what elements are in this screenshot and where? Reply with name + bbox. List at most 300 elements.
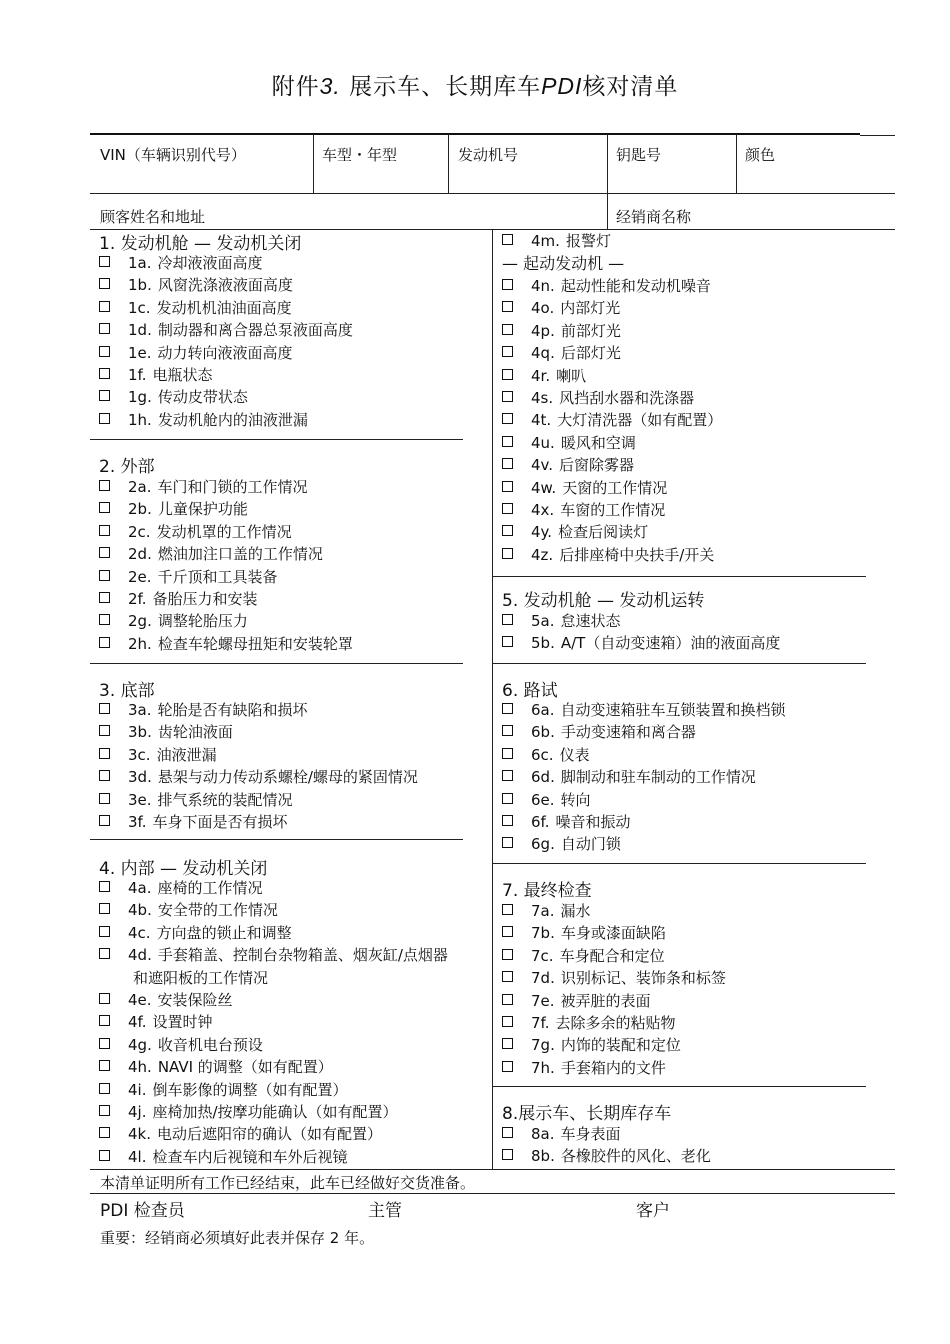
- checklist-item[interactable]: [99, 274, 293, 296]
- item-text: 千斤顶和工具装备: [157, 567, 278, 586]
- checkbox[interactable]: [99, 614, 110, 625]
- checkbox[interactable]: [502, 324, 513, 335]
- section-title: 2. 外部: [99, 457, 155, 477]
- item-text: 车身配合和定位: [559, 946, 665, 965]
- checklist-item[interactable]: [502, 432, 636, 454]
- item-text: 后排座椅中央扶手/开关: [559, 545, 715, 564]
- checkbox[interactable]: [99, 703, 110, 714]
- checklist-item[interactable]: [502, 1034, 681, 1056]
- item-code: 4p.: [531, 321, 555, 340]
- item-code: 7f.: [531, 1014, 550, 1032]
- checklist-item[interactable]: [99, 1056, 333, 1078]
- item-code: 1e.: [128, 343, 152, 362]
- item-text: 暖风和空调: [560, 433, 636, 452]
- item-text: 油液泄漏: [156, 745, 217, 764]
- item-text: 车身或漆面缺陷: [560, 924, 666, 943]
- item-code: 2h.: [128, 634, 152, 653]
- section-divider: [493, 663, 866, 664]
- checklist-item[interactable]: [502, 766, 756, 788]
- checkbox[interactable]: [99, 1038, 110, 1049]
- checkbox[interactable]: [502, 458, 513, 469]
- checklist-item[interactable]: [502, 1057, 666, 1079]
- item-text: 各橡胶件的风化、老化: [560, 1147, 711, 1166]
- item-text: 内饰的装配和定位: [560, 1036, 681, 1055]
- checklist-item[interactable]: [502, 342, 621, 364]
- item-code: 1f.: [128, 366, 147, 384]
- checkbox[interactable]: [99, 301, 110, 312]
- item-code: 4k.: [128, 1125, 151, 1144]
- item-code: 4l.: [128, 1147, 147, 1166]
- checkbox[interactable]: [502, 548, 513, 559]
- checklist-item[interactable]: [502, 721, 696, 743]
- checklist-item[interactable]: [99, 364, 213, 386]
- title-number: 3.: [319, 73, 341, 99]
- checkbox[interactable]: [502, 413, 513, 424]
- item-text: 风挡刮水器和洗涤器: [559, 389, 695, 407]
- item-code: 3a.: [128, 701, 152, 719]
- item-code: 4y.: [531, 523, 553, 542]
- item-text: 车身表面: [560, 1125, 621, 1143]
- item-code: 2a.: [128, 478, 152, 496]
- checkbox[interactable]: [502, 971, 513, 982]
- item-text: 调整轮胎压力: [157, 612, 248, 631]
- checklist-item[interactable]: [99, 721, 233, 743]
- checkbox[interactable]: [99, 881, 110, 892]
- item-code: 4a.: [128, 879, 152, 897]
- item-code: 6f.: [531, 813, 550, 831]
- checkbox[interactable]: [502, 481, 513, 492]
- item-code: 4x.: [531, 501, 555, 519]
- item-text: 座椅的工作情况: [157, 879, 263, 897]
- checkbox[interactable]: [502, 949, 513, 960]
- pdi-inspector-signature[interactable]: PDI 检查员: [100, 1201, 185, 1221]
- checklist-item[interactable]: [502, 230, 611, 252]
- checkbox[interactable]: [99, 1060, 110, 1071]
- footer-top-rule: [90, 1169, 895, 1170]
- checkbox[interactable]: [502, 234, 513, 245]
- checkbox[interactable]: [502, 748, 513, 759]
- checklist-item[interactable]: [99, 766, 418, 788]
- item-text: 风窗洗涤液液面高度: [157, 276, 293, 295]
- item-text: 天窗的工作情况: [562, 478, 668, 497]
- item-text: 排气系统的装配情况: [157, 790, 293, 809]
- item-code: 3b.: [128, 723, 152, 742]
- checklist-item[interactable]: [502, 1145, 711, 1167]
- item-text: 制动器和离合器总泵液面高度: [157, 321, 353, 340]
- header-col-divider-2: [448, 134, 449, 193]
- item-code: 7b.: [531, 924, 555, 943]
- item-text: 转向: [560, 790, 591, 809]
- header-col-divider-1: [313, 134, 314, 193]
- item-text: 大灯清洗器（如有配置）: [557, 411, 723, 430]
- header-col-divider-4: [736, 134, 737, 193]
- item-text: 后窗除雾器: [559, 456, 635, 475]
- item-code: 1h.: [128, 410, 152, 429]
- certification-text: 本清单证明所有工作已经结束，此车已经做好交货准备。: [100, 1174, 476, 1192]
- checklist-item[interactable]: [99, 610, 248, 632]
- section-divider: [90, 663, 463, 664]
- item-code: 6c.: [531, 745, 554, 764]
- checklist-item[interactable]: [502, 320, 621, 342]
- section-title: 6. 路试: [502, 681, 558, 701]
- checkbox[interactable]: [99, 1015, 110, 1026]
- header-top-rule-end: [860, 135, 895, 136]
- item-code: 6b.: [531, 723, 555, 742]
- item-code: 4v.: [531, 456, 554, 475]
- item-code: 7e.: [531, 991, 555, 1010]
- item-text: 发动机机油油面高度: [156, 298, 292, 317]
- checkbox[interactable]: [502, 503, 513, 514]
- item-code: 6a.: [531, 701, 555, 719]
- item-code: 6d.: [531, 768, 555, 787]
- item-code: 2e.: [128, 567, 152, 586]
- item-code: 1d.: [128, 321, 152, 340]
- checkbox[interactable]: [99, 547, 110, 558]
- checkbox[interactable]: [99, 1083, 110, 1094]
- checkbox[interactable]: [99, 592, 110, 603]
- item-code: 4f.: [128, 1013, 147, 1032]
- item-code: 4d.: [128, 946, 152, 965]
- checkbox[interactable]: [99, 637, 110, 648]
- checkbox[interactable]: [502, 436, 513, 447]
- checklist-item[interactable]: [502, 967, 726, 989]
- item-text: 收音机电台预设: [157, 1035, 263, 1054]
- item-text: 自动变速箱驻车互锁装置和换档锁: [560, 701, 786, 719]
- item-text: 安全带的工作情况: [157, 901, 278, 920]
- checkbox[interactable]: [502, 346, 513, 357]
- item-code: 4w.: [531, 478, 557, 497]
- checklist-item[interactable]: [502, 454, 634, 476]
- item-text: 悬架与动力传动系螺栓/螺母的紧固情况: [157, 768, 418, 787]
- checkbox[interactable]: [99, 480, 110, 491]
- item-code: 1a.: [128, 254, 152, 272]
- checkbox[interactable]: [502, 703, 513, 714]
- item-code: 4s.: [531, 389, 554, 407]
- item-code: 2f.: [128, 590, 147, 608]
- checkbox[interactable]: [99, 1105, 110, 1116]
- section-divider: [90, 439, 463, 440]
- item-text: 检查车轮螺母扭矩和安装轮罩: [157, 634, 353, 653]
- checkbox[interactable]: [502, 770, 513, 781]
- item-text: 和遮阳板的工作情况: [133, 968, 269, 987]
- section-divider: [90, 839, 463, 840]
- checkbox[interactable]: [502, 391, 513, 402]
- checklist-item[interactable]: [99, 922, 292, 944]
- customer-signature[interactable]: 客户: [636, 1201, 670, 1221]
- checklist-item[interactable]: [99, 409, 308, 431]
- item-code: 4z.: [531, 545, 554, 564]
- item-text: 脚制动和驻车制动的工作情况: [560, 768, 756, 787]
- checklist-item[interactable]: [502, 789, 591, 811]
- checklist-item[interactable]: [99, 699, 308, 721]
- item-text: 发动机舱内的油液泄漏: [157, 410, 308, 429]
- item-code: 4t.: [531, 411, 552, 430]
- checklist-item[interactable]: [502, 409, 722, 431]
- section-divider: [493, 1086, 866, 1087]
- key-number-field[interactable]: 钥匙号: [616, 146, 662, 164]
- checkbox[interactable]: [502, 301, 513, 312]
- item-code: 2b.: [128, 500, 152, 519]
- title-suffix: 核对清单: [582, 74, 679, 100]
- title-prefix: 附件: [271, 74, 320, 100]
- item-text: 起动性能和发动机噪音: [560, 277, 711, 295]
- item-code: 5a.: [531, 612, 555, 630]
- checklist-item: [127, 967, 268, 989]
- dealer-name-field[interactable]: 经销商名称: [616, 208, 692, 226]
- checklist-item[interactable]: [99, 566, 278, 588]
- section-title: 7. 最终检查: [502, 881, 592, 901]
- subheading-start-engine: — 起动发动机 —: [502, 254, 625, 273]
- checklist-item[interactable]: [99, 989, 233, 1011]
- checklist-item[interactable]: [502, 275, 711, 297]
- item-code: 4j.: [128, 1103, 147, 1121]
- checklist-item[interactable]: [502, 945, 665, 967]
- checkbox[interactable]: [502, 525, 513, 536]
- checklist-item[interactable]: [99, 633, 353, 655]
- checkbox[interactable]: [502, 636, 513, 647]
- item-code: 6e.: [531, 790, 555, 809]
- checklist-item[interactable]: [502, 1123, 621, 1145]
- checklist-item[interactable]: [502, 990, 651, 1012]
- checklist-item[interactable]: [99, 297, 292, 319]
- header-col-divider-3: [607, 134, 608, 229]
- checklist-item[interactable]: [502, 1012, 676, 1034]
- checkbox[interactable]: [502, 926, 513, 937]
- item-text: 手套箱盖、控制台杂物箱盖、烟灰缸/点烟器: [157, 946, 448, 965]
- engine-number-field[interactable]: 发动机号: [458, 146, 519, 164]
- checkbox[interactable]: [502, 1016, 513, 1027]
- checkbox[interactable]: [502, 279, 513, 290]
- checkbox[interactable]: [99, 725, 110, 736]
- item-text: 电动后遮阳帘的确认（如有配置）: [157, 1125, 383, 1144]
- section-divider: [493, 576, 866, 577]
- checklist-item[interactable]: [502, 521, 648, 543]
- checkbox[interactable]: [502, 904, 513, 915]
- item-code: 7d.: [531, 969, 555, 988]
- title-text: 展示车、长期库车: [349, 74, 542, 100]
- section-title: 4. 内部 — 发动机关闭: [99, 859, 268, 879]
- checkbox[interactable]: [99, 948, 110, 959]
- checkbox[interactable]: [502, 1149, 513, 1160]
- item-text: 喇叭: [556, 366, 587, 385]
- item-code: 4g.: [128, 1035, 152, 1054]
- item-code: 4b.: [128, 901, 152, 920]
- item-code: 6g.: [531, 835, 555, 854]
- item-text: A/T（自动变速箱）油的液面高度: [560, 634, 781, 653]
- color-field[interactable]: 颜色: [745, 146, 776, 164]
- vin-field[interactable]: VIN（车辆识别代号）: [100, 146, 246, 164]
- header-row-divider: [90, 193, 895, 194]
- item-text: 备胎压力和安装: [152, 590, 258, 608]
- checklist-item[interactable]: [99, 543, 323, 565]
- item-text: 手动变速箱和离合器: [560, 723, 696, 742]
- checkbox[interactable]: [99, 570, 110, 581]
- checkbox[interactable]: [502, 1061, 513, 1072]
- item-code: 4c.: [128, 923, 151, 942]
- checkbox[interactable]: [502, 815, 513, 826]
- checklist-item[interactable]: [99, 342, 293, 364]
- customer-name-address-field[interactable]: 顾客姓名和地址: [100, 208, 206, 226]
- item-text: 内部灯光: [560, 299, 621, 318]
- checkbox[interactable]: [99, 525, 110, 536]
- section-title: 5. 发动机舱 — 发动机运转: [502, 591, 705, 611]
- item-text: 后部灯光: [560, 344, 621, 363]
- item-code: 2d.: [128, 545, 152, 564]
- item-text: 冷却液液面高度: [157, 254, 263, 272]
- item-text: 前部灯光: [560, 321, 621, 340]
- checkbox[interactable]: [502, 614, 513, 625]
- item-code: 4m.: [531, 232, 560, 250]
- checkbox[interactable]: [99, 346, 110, 357]
- checklist-item[interactable]: [99, 744, 217, 766]
- item-code: 3d.: [128, 768, 152, 787]
- checklist-item[interactable]: [99, 588, 258, 610]
- checkbox[interactable]: [502, 725, 513, 736]
- checkbox[interactable]: [502, 1038, 513, 1049]
- header-top-rule: [90, 133, 860, 135]
- checklist-item[interactable]: [502, 699, 786, 721]
- checklist-item[interactable]: [99, 811, 288, 833]
- checklist-item[interactable]: [99, 1101, 398, 1123]
- item-code: 8a.: [531, 1125, 555, 1143]
- checkbox[interactable]: [99, 278, 110, 289]
- item-code: 3f.: [128, 813, 147, 831]
- item-text: 仪表: [559, 745, 590, 764]
- item-text: 轮胎是否有缺陷和损坏: [157, 701, 308, 719]
- checklist-item[interactable]: [502, 477, 667, 499]
- item-text: 设置时钟: [152, 1013, 213, 1032]
- item-text: 手套箱内的文件: [560, 1058, 666, 1077]
- checklist-item[interactable]: [502, 744, 590, 766]
- checkbox[interactable]: [99, 770, 110, 781]
- item-code: 2c.: [128, 522, 151, 541]
- title-pdi: PDI: [541, 73, 583, 99]
- checklist-item[interactable]: [502, 610, 621, 632]
- checkbox[interactable]: [99, 793, 110, 804]
- item-code: 1b.: [128, 276, 152, 295]
- checklist-item[interactable]: [99, 476, 308, 498]
- column-divider: [492, 229, 493, 1169]
- checkbox[interactable]: [502, 1127, 513, 1138]
- checklist-item[interactable]: [99, 877, 263, 899]
- checklist-item[interactable]: [99, 944, 448, 966]
- checklist-item[interactable]: [502, 365, 586, 387]
- checklist-item[interactable]: [99, 498, 248, 520]
- item-text: 安装保险丝: [157, 991, 233, 1009]
- checklist-item[interactable]: [99, 1146, 348, 1168]
- section-title: 3. 底部: [99, 681, 155, 701]
- item-code: 4h.: [128, 1058, 152, 1077]
- item-text: 电瓶状态: [152, 366, 213, 384]
- checkbox[interactable]: [99, 323, 110, 334]
- checklist-item[interactable]: [99, 789, 293, 811]
- section-title: 8.展示车、长期库存车: [502, 1104, 672, 1124]
- item-code: 7a.: [531, 902, 555, 920]
- item-code: 4n.: [531, 277, 555, 295]
- checklist-item[interactable]: [99, 1123, 382, 1145]
- item-code: 4q.: [531, 344, 555, 363]
- checklist-item[interactable]: [502, 922, 666, 944]
- checklist-item[interactable]: [99, 521, 292, 543]
- checkbox[interactable]: [502, 994, 513, 1005]
- checkbox[interactable]: [502, 793, 513, 804]
- item-text: 检查后阅读灯: [558, 523, 649, 542]
- item-text: 报警灯: [565, 232, 611, 250]
- item-text: 燃油加注口盖的工作情况: [157, 545, 323, 564]
- item-code: 7h.: [531, 1058, 555, 1077]
- checklist-item[interactable]: [502, 900, 591, 922]
- checklist-item[interactable]: [502, 297, 620, 319]
- checklist-item[interactable]: [99, 319, 353, 341]
- checkbox[interactable]: [99, 903, 110, 914]
- checklist-item[interactable]: [502, 632, 780, 654]
- item-text: 漏水: [560, 902, 591, 920]
- item-text: NAVI 的调整（如有配置）: [157, 1058, 333, 1077]
- checklist-item[interactable]: [502, 811, 631, 833]
- item-code: 4r.: [531, 366, 551, 385]
- item-text: 方向盘的锁止和调整: [156, 923, 292, 942]
- checkbox[interactable]: [99, 502, 110, 513]
- checklist-item[interactable]: [502, 387, 694, 409]
- item-code: 2g.: [128, 612, 152, 631]
- checkbox[interactable]: [99, 993, 110, 1004]
- footer-divider: [90, 1193, 895, 1194]
- checklist-item[interactable]: [502, 499, 665, 521]
- checklist-item[interactable]: [502, 544, 714, 566]
- checkbox[interactable]: [99, 390, 110, 401]
- item-code: 4u.: [531, 433, 555, 452]
- item-code: 3e.: [128, 790, 152, 809]
- item-code: 7g.: [531, 1036, 555, 1055]
- checkbox[interactable]: [99, 368, 110, 379]
- checklist-item[interactable]: [99, 1079, 348, 1101]
- item-text: 车窗的工作情况: [560, 501, 666, 519]
- item-text: 车门和门锁的工作情况: [157, 478, 308, 496]
- item-text: 传动皮带状态: [157, 388, 248, 407]
- model-year-field[interactable]: 车型・年型: [322, 146, 398, 164]
- item-text: 儿童保护功能: [157, 500, 248, 519]
- supervisor-signature[interactable]: 主管: [368, 1201, 402, 1221]
- item-code: 8b.: [531, 1147, 555, 1166]
- item-text: 座椅加热/按摩功能确认（如有配置）: [152, 1103, 398, 1121]
- checkbox[interactable]: [99, 748, 110, 759]
- checklist-item[interactable]: [99, 1011, 213, 1033]
- checkbox[interactable]: [502, 837, 513, 848]
- section-divider: [493, 863, 866, 864]
- checkbox[interactable]: [99, 256, 110, 267]
- checklist-item[interactable]: [99, 252, 263, 274]
- item-code: 7c.: [531, 946, 554, 965]
- checklist-item[interactable]: [99, 386, 248, 408]
- item-text: 发动机罩的工作情况: [156, 522, 292, 541]
- checklist-item[interactable]: [502, 833, 621, 855]
- item-text: 倒车影像的调整（如有配置）: [152, 1080, 348, 1099]
- checkbox[interactable]: [502, 369, 513, 380]
- checkbox[interactable]: [99, 926, 110, 937]
- checklist-item[interactable]: [99, 899, 278, 921]
- item-text: 齿轮油液面: [157, 723, 233, 742]
- checklist-item[interactable]: [99, 1034, 263, 1056]
- section-title: 1. 发动机舱 — 发动机关闭: [99, 234, 302, 254]
- checkbox[interactable]: [99, 815, 110, 826]
- checkbox[interactable]: [99, 413, 110, 424]
- item-text: 动力转向液液面高度: [157, 343, 293, 362]
- checkbox[interactable]: [99, 1150, 110, 1161]
- item-code: 1g.: [128, 388, 152, 407]
- checkbox[interactable]: [99, 1127, 110, 1138]
- item-text: 识别标记、装饰条和标签: [560, 969, 726, 988]
- item-code: 3c.: [128, 745, 151, 764]
